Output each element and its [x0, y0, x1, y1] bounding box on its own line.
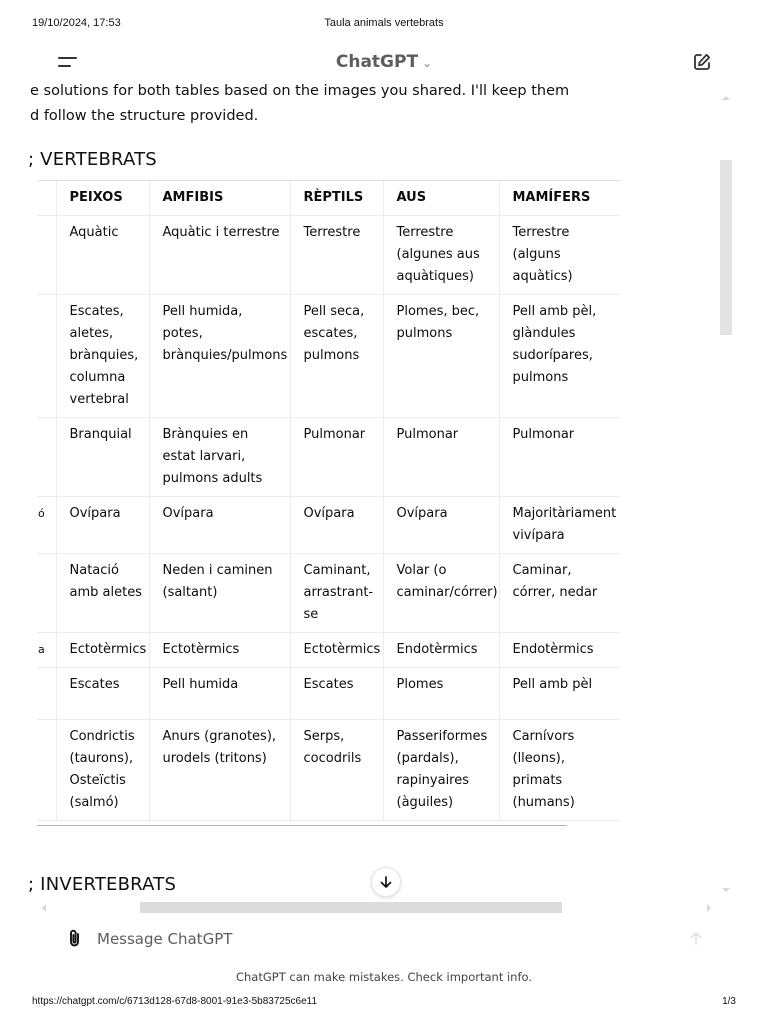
table-cell: Pulmonar [499, 418, 620, 497]
table-cell: Ectotèrmics [290, 633, 383, 668]
table-cell: Terrestre (algunes aus aquàtiques) [383, 216, 499, 295]
table-cell: Pell humida [149, 668, 290, 720]
send-icon[interactable] [688, 930, 704, 946]
table-stub-cell: ó [37, 497, 56, 554]
header-amfibis: AMFIBIS [149, 181, 290, 216]
table-row [37, 418, 620, 497]
header-reptils: RÈPTILS [290, 181, 383, 216]
vertebrates-table [37, 180, 620, 821]
table-cell: Pell amb pèl, glàndules sudorípares, pulmons [499, 295, 620, 418]
paperclip-icon[interactable] [66, 928, 84, 948]
scroll-up-arrow-icon[interactable] [722, 96, 730, 100]
table-cell: Caminant, arrastrant-se [290, 554, 383, 633]
table-cell: Pulmonar [383, 418, 499, 497]
table-row [37, 633, 620, 668]
edit-icon[interactable] [692, 52, 712, 72]
app-title: ChatGPT [335, 52, 419, 72]
table-cell: Ovípara [56, 497, 149, 554]
section-divider [37, 825, 567, 826]
table-cell: Endotèrmics [499, 633, 620, 668]
table-cell: Ectotèrmics [149, 633, 290, 668]
table-header-row [37, 181, 620, 216]
print-datetime: 19/10/2024, 17:53 [32, 17, 121, 29]
table-cell: Neden i caminen (saltant) [149, 554, 290, 633]
table-cell: Plomes, bec, pulmons [383, 295, 499, 418]
scroll-right-arrow-icon[interactable] [707, 904, 711, 912]
scroll-left-arrow-icon[interactable] [42, 904, 46, 912]
table-cell: Ovípara [149, 497, 290, 554]
print-page-title: Taula animals vertebrats [324, 17, 444, 29]
table-stub-cell [37, 216, 56, 295]
header-mamifers: MAMÍFERS [499, 181, 620, 216]
table-row [37, 295, 620, 418]
table-stub-cell: a [37, 633, 56, 668]
table-cell: Pell seca, escates, pulmons [290, 295, 383, 418]
table-cell: Passeriformes (pardals), rapinyaires (àguiles) [383, 720, 499, 821]
table-stub-cell [37, 295, 56, 418]
horizontal-scrollbar-thumb[interactable] [140, 902, 562, 913]
table-row [37, 554, 620, 633]
message-input[interactable]: Message ChatGPT [97, 930, 233, 948]
header-peixos: PEIXOS [56, 181, 149, 216]
intro-line-1: e solutions for both tables based on the images you shared. I'll keep them [30, 83, 570, 99]
table-cell: Terrestre [290, 216, 383, 295]
table-row [37, 497, 620, 554]
model-selector[interactable] [0, 52, 768, 72]
intro-line-2: d follow the structure provided. [30, 108, 259, 124]
table-cell: Natació amb aletes [56, 554, 149, 633]
table-cell: Condrictis (taurons), Osteïctis (salmó) [56, 720, 149, 821]
print-page-count: 1/3 [722, 996, 736, 1007]
table-cell: Anurs (granotes), urodels (tritons) [149, 720, 290, 821]
table-stub-cell [37, 668, 56, 720]
table-row [37, 668, 620, 720]
scroll-to-bottom-button[interactable] [371, 867, 401, 897]
table-cell: Caminar, córrer, nedar [499, 554, 620, 633]
vertical-scrollbar-thumb[interactable] [720, 160, 732, 335]
table-cell: Pell amb pèl [499, 668, 620, 720]
table-stub-cell [37, 554, 56, 633]
table-cell: Aquàtic [56, 216, 149, 295]
table-stub-cell [37, 720, 56, 821]
table-cell: Ovípara [383, 497, 499, 554]
table-cell: Majoritàriament vivípara [499, 497, 620, 554]
table-header-stub [37, 181, 56, 216]
print-url: https://chatgpt.com/c/6713d128-67d8-8001-91e3-5b83725c6e11 [32, 996, 318, 1007]
section-title-vertebrats: ; VERTEBRATS [28, 149, 157, 170]
table-cell: Endotèrmics [383, 633, 499, 668]
table-cell: Branquial [56, 418, 149, 497]
table-cell: Plomes [383, 668, 499, 720]
table-row [37, 720, 620, 821]
table-cell: Ovípara [290, 497, 383, 554]
table-cell: Aquàtic i terrestre [149, 216, 290, 295]
table-cell: Carnívors (lleons), primats (humans) [499, 720, 620, 821]
disclaimer-text: ChatGPT can make mistakes. Check important info. [235, 970, 533, 984]
table-cell: Volar (o caminar/córrer) [383, 554, 499, 633]
table-cell: Pell humida, potes, brànquies/pulmons [149, 295, 290, 418]
table-stub-cell [37, 418, 56, 497]
table-cell: Escates, aletes, brànquies, columna vertebral [56, 295, 149, 418]
chevron-down-icon: ⌄ [422, 56, 433, 70]
table-cell: Escates [56, 668, 149, 720]
table-cell: Ectotèrmics [56, 633, 149, 668]
header-aus: AUS [383, 181, 499, 216]
table-cell: Pulmonar [290, 418, 383, 497]
table-cell: Escates [290, 668, 383, 720]
section-title-invertebrats: ; INVERTEBRATS [28, 874, 177, 895]
table-cell: Serps, cocodrils [290, 720, 383, 821]
arrow-down-icon [379, 875, 393, 889]
scroll-down-arrow-icon[interactable] [722, 888, 730, 892]
table-cell: Brànquies en estat larvari, pulmons adults [149, 418, 290, 497]
table-cell: Terrestre (alguns aquàtics) [499, 216, 620, 295]
table-row [37, 216, 620, 295]
